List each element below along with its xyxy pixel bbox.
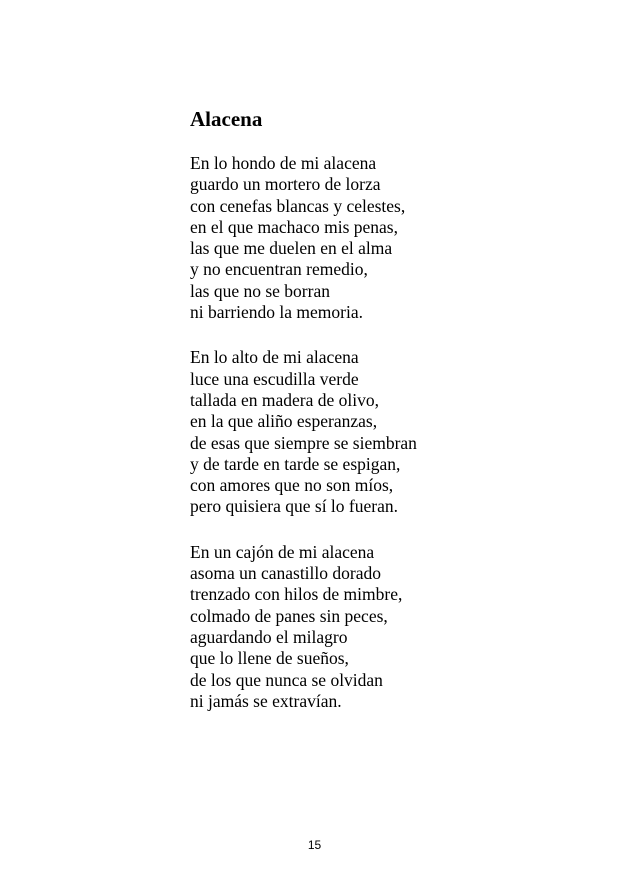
verse-line: ni barriendo la memoria. <box>190 302 363 323</box>
poem <box>190 106 590 736</box>
verse-line: con cenefas blancas y celestes, <box>190 195 406 216</box>
stanza-2 <box>190 347 590 517</box>
verse-line: de los que nunca se olvidan <box>190 669 383 690</box>
verse-line: ni jamás se extravían. <box>190 690 342 711</box>
verse-line: luce una escudilla verde <box>190 368 359 389</box>
verse-line: En lo hondo de mi alacena <box>190 153 377 173</box>
page-number: 15 <box>307 838 322 852</box>
verse-line: que lo llene de sueños, <box>190 648 349 669</box>
verse-line: pero quisiera que sí lo fueran. <box>190 496 398 517</box>
verse-line: En lo alto de mi alacena <box>190 347 359 368</box>
verse-line: de esas que siempre se siembran <box>190 432 417 453</box>
verse-line: las que no se borran <box>190 280 330 301</box>
verse-line: guardo un mortero de lorza <box>190 174 381 195</box>
verse-line: en la que aliño esperanzas, <box>190 411 378 432</box>
verse-line: con amores que no son míos, <box>190 475 394 496</box>
stanza-1 <box>190 153 590 323</box>
verse-line: y de tarde en tarde se espigan, <box>190 453 401 474</box>
verse-line: y no encuentran remedio, <box>190 259 368 280</box>
verse-line: trenzado con hilos de mimbre, <box>190 584 403 605</box>
stanza-3 <box>190 542 590 712</box>
verse-line: colmado de panes sin peces, <box>190 605 388 626</box>
verse-line: aguardando el milagro <box>190 626 348 647</box>
verse-line: En un cajón de mi alacena <box>190 541 375 562</box>
verse-line: en el que machaco mis penas, <box>190 216 398 237</box>
verse-line: tallada en madera de olivo, <box>190 389 380 410</box>
verse-line: las que me duelen en el alma <box>190 238 393 259</box>
poem-title: Alacena <box>190 107 263 131</box>
verse-line: asoma un canastillo dorado <box>190 563 381 584</box>
